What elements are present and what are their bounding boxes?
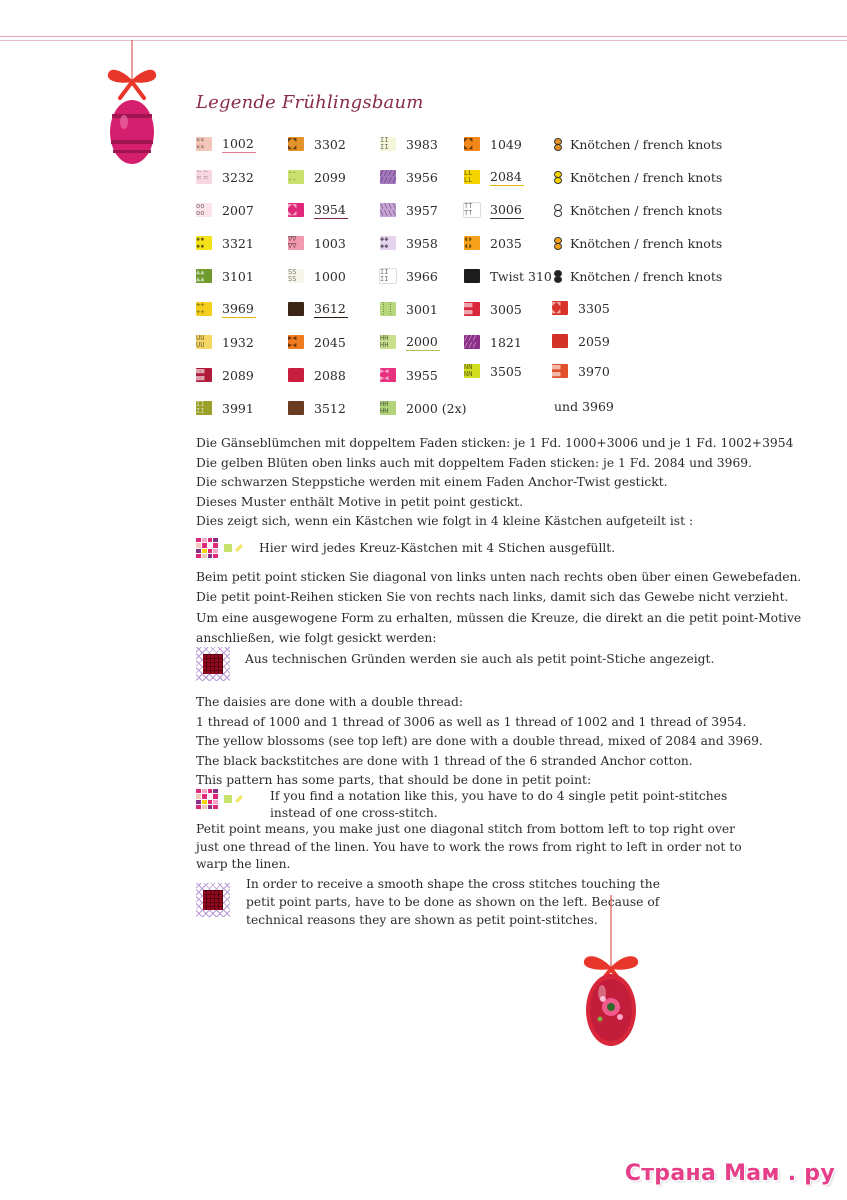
- german-line: Dieses Muster enthält Motive in petit point gestickt.: [196, 494, 524, 509]
- english-line: 1 thread of 1000 and 1 thread of 3006 as well as 1 thread of 1002 and 1 thread of 3954.: [196, 714, 747, 729]
- stitch-symbol-icon: ᄃᄃ ᄃᄃ: [196, 170, 212, 184]
- stitch-symbol-icon: SS SS: [288, 269, 304, 283]
- english-cross-note: technical reasons they are shown as petit point-stitches.: [246, 913, 598, 927]
- color-code: 3232: [222, 169, 254, 185]
- english-notes-top: [196, 693, 763, 791]
- legend-entry: [552, 266, 722, 286]
- color-code: 2000: [406, 333, 438, 349]
- color-code: 2084: [490, 168, 522, 184]
- legend-entry: [288, 233, 346, 253]
- french-knot-label: Knötchen / french knots: [570, 202, 723, 218]
- stitch-symbol-icon: ◤◥ ◣◢: [288, 203, 304, 217]
- german-line: Die Gänseblümchen mit doppeltem Faden sticken: je 1 Fd. 1000+3006 und je 1 Fd. 1002+3954: [196, 436, 794, 450]
- legend-entry: [288, 398, 346, 418]
- legend-entry: [552, 200, 722, 220]
- color-code: 3970: [578, 363, 610, 379]
- color-code: 1821: [490, 334, 522, 350]
- color-code: 3512: [314, 400, 346, 416]
- legend-entry: [380, 398, 467, 418]
- legend-entry: [380, 233, 438, 253]
- legend-entry: [196, 332, 254, 352]
- color-code: 3966: [406, 268, 438, 284]
- german-line: anschließen, wie folgt gesickt werden:: [196, 630, 437, 645]
- stitch-symbol-icon: II II: [196, 401, 212, 415]
- german-icon-note: Hier wird jedes Kreuz-Kästchen mit 4 Stichen ausgefüllt.: [259, 541, 616, 555]
- stitch-symbol-icon: TT TT: [464, 203, 480, 217]
- stitch-symbol-icon: [288, 368, 304, 382]
- stitch-symbol-icon: /// ///: [464, 335, 480, 349]
- legend-entry: [196, 233, 254, 253]
- german-line: Die schwarzen Steppstiche werden mit einem Faden Anchor-Twist gestickt.: [196, 475, 668, 489]
- stitch-symbol-icon: ·· ··: [288, 170, 304, 184]
- legend-entry: [464, 200, 524, 220]
- french-knot-icon: [552, 236, 563, 250]
- english-cross-note: petit point parts, have to be done as shown on the left. Because of: [246, 895, 660, 909]
- french-knot-icon: [552, 203, 563, 217]
- stitch-symbol-icon: ◤◥ ◣◢: [288, 137, 304, 151]
- stitch-symbol-icon: ■■ ■■: [552, 364, 568, 378]
- color-code: 3954: [314, 201, 346, 217]
- color-code: 3006: [490, 201, 522, 217]
- legend-entry: [288, 266, 346, 286]
- legend-entry: [464, 134, 522, 154]
- stitch-symbol-icon: ▲▲ ▲▲: [196, 269, 212, 283]
- german-line: Beim petit point sticken Sie diagonal von links unten nach rechts oben über einen Gewebefaden.: [196, 570, 802, 584]
- color-code: 1000: [314, 268, 346, 284]
- legend-entry: [380, 134, 438, 154]
- legend-entry: [464, 332, 522, 352]
- stitch-symbol-icon: ▶◀ ▶◀: [288, 335, 304, 349]
- color-code: 3305: [578, 300, 610, 316]
- color-code: 1049: [490, 136, 522, 152]
- easter-egg-ornament-bottom: [578, 895, 644, 1051]
- legend-entry: [380, 200, 438, 220]
- legend-entry: [380, 365, 438, 385]
- legend-entry: [552, 331, 610, 351]
- petit-point-grid-icon: [196, 789, 218, 809]
- color-code: 3991: [222, 400, 254, 416]
- english-cross-note: In order to receive a smooth shape the cross stitches touching the: [246, 877, 660, 891]
- legend-entry: [196, 200, 254, 220]
- german-notes-mid: [196, 568, 801, 648]
- stitch-symbol-icon: NN NN: [464, 364, 480, 378]
- stitch-symbol-icon: ■■ ■■: [464, 302, 480, 316]
- petit-point-sample-icon: [224, 795, 232, 803]
- french-knot-label: Knötchen / french knots: [570, 169, 723, 185]
- petit-point-grid-icon: [196, 538, 218, 558]
- french-knot-label: Knötchen / french knots: [570, 268, 723, 284]
- color-code: 3958: [406, 235, 438, 251]
- stitch-symbol-icon: ◖◗ ◖◗: [464, 236, 480, 250]
- stitch-symbol-icon: ++ ++: [196, 302, 212, 316]
- petit-point-icon-de: [196, 538, 615, 558]
- stitch-symbol-icon: II II: [380, 137, 396, 151]
- color-code: 1002: [222, 135, 254, 151]
- german-cross-note-wrap: [245, 650, 714, 670]
- legend-entry: [288, 200, 348, 220]
- french-knot-label: Knötchen / french knots: [570, 136, 723, 152]
- diagonal-stitch-icon: [235, 795, 243, 803]
- legend-entry: [196, 299, 256, 319]
- color-code: 3101: [222, 268, 254, 284]
- page-title: Legende Frühlingsbaum: [196, 92, 424, 113]
- english-icon-note: instead of one cross-stitch.: [270, 805, 438, 820]
- diagonal-stitch-icon: [235, 544, 243, 552]
- english-icon-note: If you find a notation like this, you have to do 4 single petit point-stitches: [270, 789, 728, 803]
- color-code: 3302: [314, 136, 346, 152]
- stitch-symbol-icon: \\\\ \\\\: [380, 203, 396, 217]
- legend-entry: [552, 361, 610, 381]
- legend-entry: [288, 365, 346, 385]
- stitch-symbol-icon: ×× ××: [196, 137, 212, 151]
- color-code: 3969: [222, 300, 254, 316]
- stitch-symbol-icon: UU UU: [196, 335, 212, 349]
- color-code: 2035: [490, 235, 522, 251]
- stitch-symbol-icon: //// ////: [380, 170, 396, 184]
- color-code: 2099: [314, 169, 346, 185]
- color-code: 1932: [222, 334, 254, 350]
- stitch-symbol-icon: II II: [380, 269, 396, 283]
- german-line: Dies zeigt sich, wenn ein Kästchen wie folgt in 4 kleine Kästchen aufgeteilt ist :: [196, 514, 694, 528]
- legend-entry: [288, 299, 348, 319]
- legend-entry: [196, 266, 254, 286]
- stitch-symbol-icon: LL LL: [464, 170, 480, 184]
- color-code: 3612: [314, 300, 346, 316]
- color-legend: [196, 134, 756, 424]
- legend-entry: [552, 134, 722, 154]
- petit-point-sample-icon: [224, 544, 232, 552]
- english-line: The daisies are done with a double thread:: [196, 695, 463, 709]
- stitch-symbol-icon: ◤◥ ◣◢: [464, 137, 480, 151]
- legend-entry: [380, 266, 438, 286]
- legend-entry: [464, 167, 524, 187]
- legend-entry: [196, 398, 254, 418]
- color-code: 2045: [314, 334, 346, 350]
- color-code: 3957: [406, 202, 438, 218]
- french-knot-label: Knötchen / french knots: [570, 235, 723, 251]
- legend-entry: [380, 332, 440, 352]
- legend-entry: [552, 167, 722, 187]
- color-code: 2059: [578, 333, 610, 349]
- color-code: 3001: [406, 301, 438, 317]
- stitch-symbol-icon: [288, 302, 304, 316]
- english-line: Petit point means, you make just one diagonal stitch from bottom left to top right over: [196, 822, 736, 836]
- german-line: Die petit point-Reihen sticken Sie von rechts nach links, damit sich das Gewebe nicht verzieht.: [196, 589, 789, 604]
- cross-stitch-diagram-icon: [196, 883, 230, 917]
- english-icon-note-wrap: [270, 787, 727, 823]
- stitch-symbol-icon: HH HH: [380, 335, 396, 349]
- legend-entry: [288, 167, 346, 187]
- german-line: Um eine ausgewogene Form zu erhalten, müssen die Kreuze, die direkt an die petit point-Motive: [196, 611, 802, 625]
- color-code: 2088: [314, 367, 346, 383]
- stitch-symbol-icon: [288, 401, 304, 415]
- color-code: 2007: [222, 202, 254, 218]
- stitch-symbol-icon: ◆◆ ◆◆: [380, 236, 396, 250]
- color-code: 2089: [222, 367, 254, 383]
- stitch-symbol-icon: [464, 269, 480, 283]
- legend-entry: [464, 233, 522, 253]
- legend-entry: [288, 134, 346, 154]
- easter-egg-ornament-top: [100, 40, 164, 166]
- stitch-symbol-icon: ◤◥ ◣◢: [552, 301, 568, 315]
- french-knot-icon: [552, 269, 563, 283]
- stitch-symbol-icon: [552, 334, 568, 348]
- german-notes-top: [196, 434, 793, 532]
- stitch-symbol-icon: oo oo: [196, 203, 212, 217]
- watermark-logo: Страна Мам . ру: [624, 1161, 835, 1186]
- legend-entry: [552, 298, 610, 318]
- color-code: 3956: [406, 169, 438, 185]
- legend-entry: [464, 299, 522, 319]
- color-code: 3955: [406, 367, 438, 383]
- color-code: 3983: [406, 136, 438, 152]
- german-cross-note: Aus technischen Gründen werden sie auch als petit point-Stiche angezeigt.: [245, 652, 715, 666]
- english-line: The yellow blossoms (see top left) are done with a double thread, mixed of 2084 and 3969.: [196, 734, 763, 748]
- stitch-symbol-icon: ⋮⋮ ⋮⋮: [380, 302, 394, 316]
- french-knot-icon: [552, 170, 563, 184]
- french-knot-icon: [552, 137, 563, 151]
- legend-entry: [288, 332, 346, 352]
- cross-stitch-diagram-icon: [196, 647, 230, 681]
- legend-entry: [554, 396, 614, 416]
- legend-entry: [464, 266, 552, 286]
- stitch-symbol-icon: ∇∇ ∇∇: [288, 236, 304, 250]
- german-line: Die gelben Blüten oben links auch mit doppeltem Faden sticken: je 1 Fd. 2084 und 3969.: [196, 455, 752, 470]
- legend-entry: [552, 233, 722, 253]
- stitch-symbol-icon: ▶◀ ▶◀: [380, 368, 396, 382]
- legend-entry: [196, 134, 256, 154]
- top-rule: [0, 36, 847, 37]
- legend-entry: [380, 167, 438, 187]
- color-code: 3321: [222, 235, 254, 251]
- legend-entry: [380, 299, 438, 319]
- color-code: 3005: [490, 301, 522, 317]
- english-line: just one thread of the linen. You have to work the rows from right to left in order not to: [196, 839, 742, 854]
- color-code: 1003: [314, 235, 346, 251]
- color-code: 3505: [490, 363, 522, 379]
- stitch-symbol-icon: ■■ ■■: [196, 368, 212, 382]
- legend-entry: [464, 361, 522, 381]
- english-line: The black backstitches are done with 1 thread of the 6 stranded Anchor cotton.: [196, 753, 693, 768]
- color-code: und 3969: [554, 398, 614, 414]
- english-notes-mid: [196, 820, 742, 875]
- color-code: Twist 310: [490, 268, 552, 284]
- legend-entry: [196, 167, 254, 187]
- english-line: warp the linen.: [196, 857, 291, 871]
- petit-point-icon-en: [196, 789, 243, 809]
- stitch-symbol-icon: HH HH: [380, 401, 396, 415]
- legend-entry: [196, 365, 254, 385]
- color-code: 2000 (2x): [406, 400, 467, 416]
- english-line: This pattern has some parts, that should be done in petit point:: [196, 773, 592, 787]
- stitch-symbol-icon: ▪▪ ▪▪: [196, 236, 212, 250]
